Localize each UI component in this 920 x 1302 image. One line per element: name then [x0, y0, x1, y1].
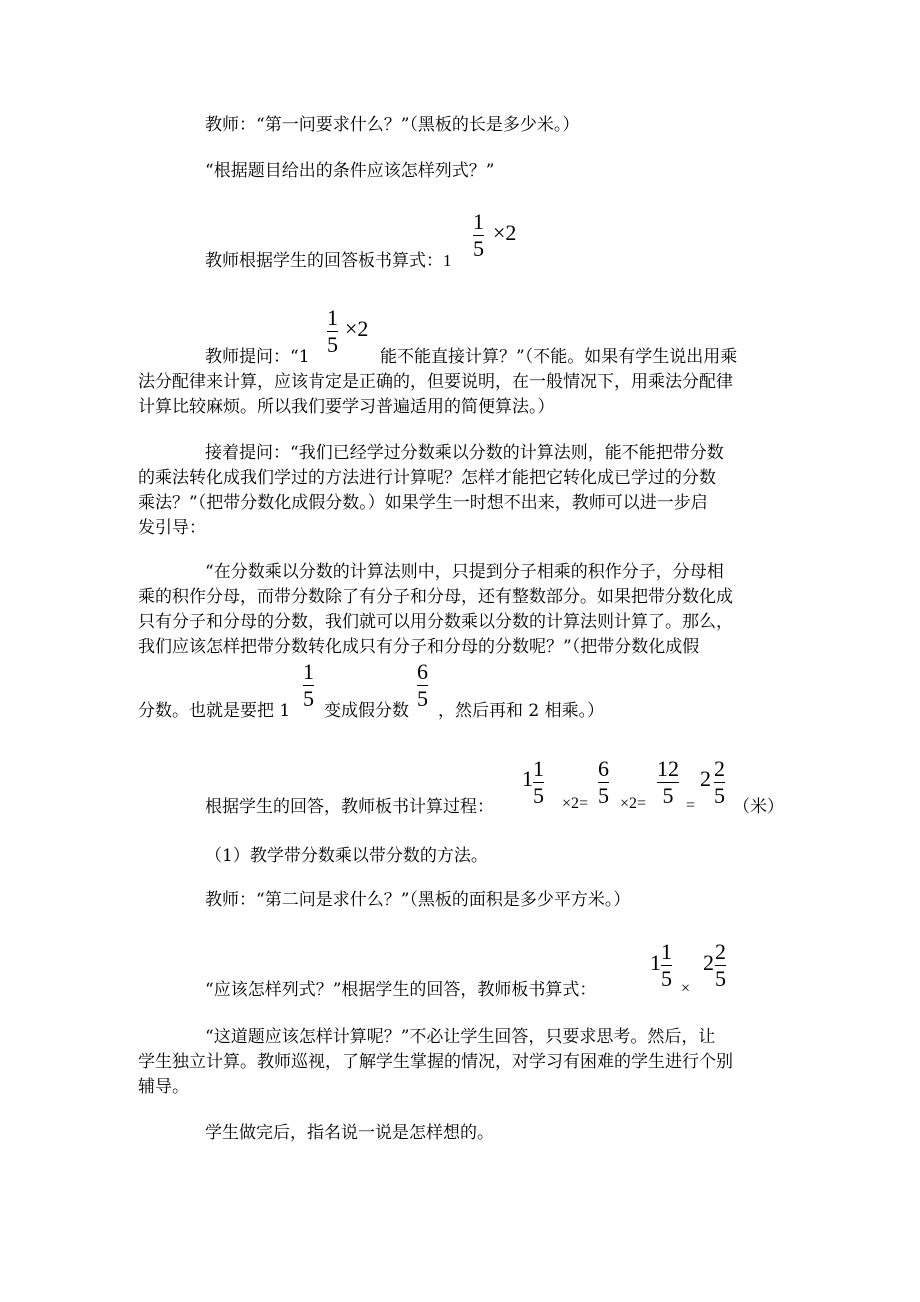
fraction-two-fifths — [715, 940, 726, 991]
numerator: 2 — [715, 939, 726, 964]
mixed-whole: 1 — [443, 251, 452, 270]
numerator: 1 — [533, 756, 544, 781]
fraction-one-fifth — [303, 660, 314, 711]
calc-whole-one: 1 — [522, 766, 533, 791]
denominator: 5 — [303, 686, 314, 711]
paragraph-guide-line2: 乘的积作分母，而带分数除了有分子和分母，还有整数部分。如果把带分数化成 — [138, 587, 733, 607]
denominator: 5 — [661, 966, 672, 991]
denominator: 5 — [417, 686, 428, 711]
paragraph-guide-line5b: 变成假分数 — [324, 701, 409, 721]
paragraph-independent-line1: “这道题应该怎样计算呢？”不必让学生回答，只要求思考。然后，让 — [205, 1027, 716, 1047]
times-two: ×2 — [493, 220, 517, 245]
numerator: 2 — [714, 756, 725, 781]
numerator: 6 — [598, 756, 609, 781]
paragraph-guide-line5c: ，然后再和 2 相乘。） — [438, 701, 605, 721]
denominator: 5 — [714, 783, 725, 808]
paragraph-first-question: 教师：“第一问要求什么？”（黑板的长是多少米。） — [205, 115, 580, 135]
paragraph-students-explain: 学生做完后，指名说一说是怎样想的。 — [205, 1123, 494, 1143]
area-whole-two: 2 — [703, 950, 714, 975]
paragraph-calculation-label: 根据学生的回答，教师板书计算过程： — [205, 797, 494, 817]
times-two: ×2 — [345, 316, 369, 341]
paragraph-area-formula-label: “应该怎样列式？”根据学生的回答，教师板书算式： — [205, 980, 597, 1000]
paragraph-second-question: 教师：“第二问是求什么？”（黑板的面积是多少平方米。） — [205, 890, 631, 910]
denominator: 5 — [327, 332, 338, 357]
paragraph-guide-line5a: 分数。也就是要把 1 — [138, 701, 291, 721]
calc-times-two-equals: ×2= — [562, 795, 589, 812]
fraction-one-fifth — [327, 306, 338, 357]
calc-equals: = — [686, 797, 696, 814]
numerator: 6 — [417, 659, 428, 684]
fraction-six-fifths — [417, 660, 428, 711]
denominator: 5 — [715, 966, 726, 991]
paragraph-independent-line2: 学生独立计算。教师巡视，了解学生掌握的情况，对学习有困难的学生进行个别 — [138, 1052, 733, 1072]
paragraph-guide-line3: 只有分子和分母的分数，我们就可以用分数乘以分数的计算法则计算了。那么， — [138, 612, 733, 632]
numerator: 1 — [327, 305, 338, 330]
numerator: 1 — [303, 659, 314, 684]
denominator: 5 — [533, 783, 544, 808]
calc-unit: （米） — [733, 797, 784, 817]
paragraph-guide-line1: “在分数乘以分数的计算法则中，只提到分子相乘的积作分子，分母相 — [205, 562, 724, 582]
area-times: × — [681, 980, 691, 997]
denominator: 5 — [473, 236, 484, 261]
paragraph-how-to-formulate: “根据题目给出的条件应该怎样列式？” — [205, 161, 495, 181]
fraction-six-fifths — [598, 757, 609, 808]
denominator: 5 — [662, 783, 674, 808]
paragraph-teacher-asks-line1-rest: 能不能直接计算？”（不能。如果有学生说出用乘 — [380, 347, 738, 367]
paragraph-follow-up-line3: 乘法？”（把带分数化成假分数。）如果学生一时想不出来，教师可以进一步启 — [138, 493, 708, 513]
paragraph-teacher-asks-line1: 教师提问：“1 — [205, 347, 310, 367]
paragraph-follow-up-line2: 的乘法转化成我们学过的方法进行计算呢？怎样才能把它转化成已学过的分数 — [138, 468, 716, 488]
paragraph-section-heading: （1）教学带分数乘以带分数的方法。 — [205, 846, 488, 866]
fraction-twelve-fifths — [657, 757, 679, 808]
denominator: 5 — [598, 783, 609, 808]
paragraph-teacher-asks-line3: 计算比较麻烦。所以我们要学习普遍适用的简便算法。） — [138, 397, 555, 417]
fraction-one-fifth — [533, 757, 544, 808]
paragraph-board-formula — [205, 250, 452, 272]
area-whole-one: 1 — [650, 950, 661, 975]
paragraph-follow-up-line4: 发引导： — [138, 518, 206, 538]
numerator: 12 — [657, 756, 679, 781]
paragraph-follow-up-line1: 接着提问：“我们已经学过分数乘以分数的计算法则，能不能把带分数 — [205, 443, 724, 463]
paragraph-teacher-asks-line2: 法分配律来计算，应该肯定是正确的，但要说明，在一般情况下，用乘法分配律 — [138, 372, 733, 392]
fraction-one-fifth — [473, 210, 484, 261]
fraction-one-fifth — [661, 940, 672, 991]
fraction-two-fifths — [714, 757, 725, 808]
board-formula-label: 教师根据学生的回答板书算式： — [205, 251, 443, 271]
paragraph-independent-line3: 辅导。 — [138, 1077, 189, 1097]
paragraph-guide-line4: 我们应该怎样把带分数转化成只有分子和分母的分数呢？”（把带分数化成假 — [138, 637, 700, 657]
calc-whole-two: 2 — [700, 766, 711, 791]
calc-times-two-equals: ×2= — [620, 795, 647, 812]
numerator: 1 — [661, 939, 672, 964]
numerator: 1 — [473, 209, 484, 234]
